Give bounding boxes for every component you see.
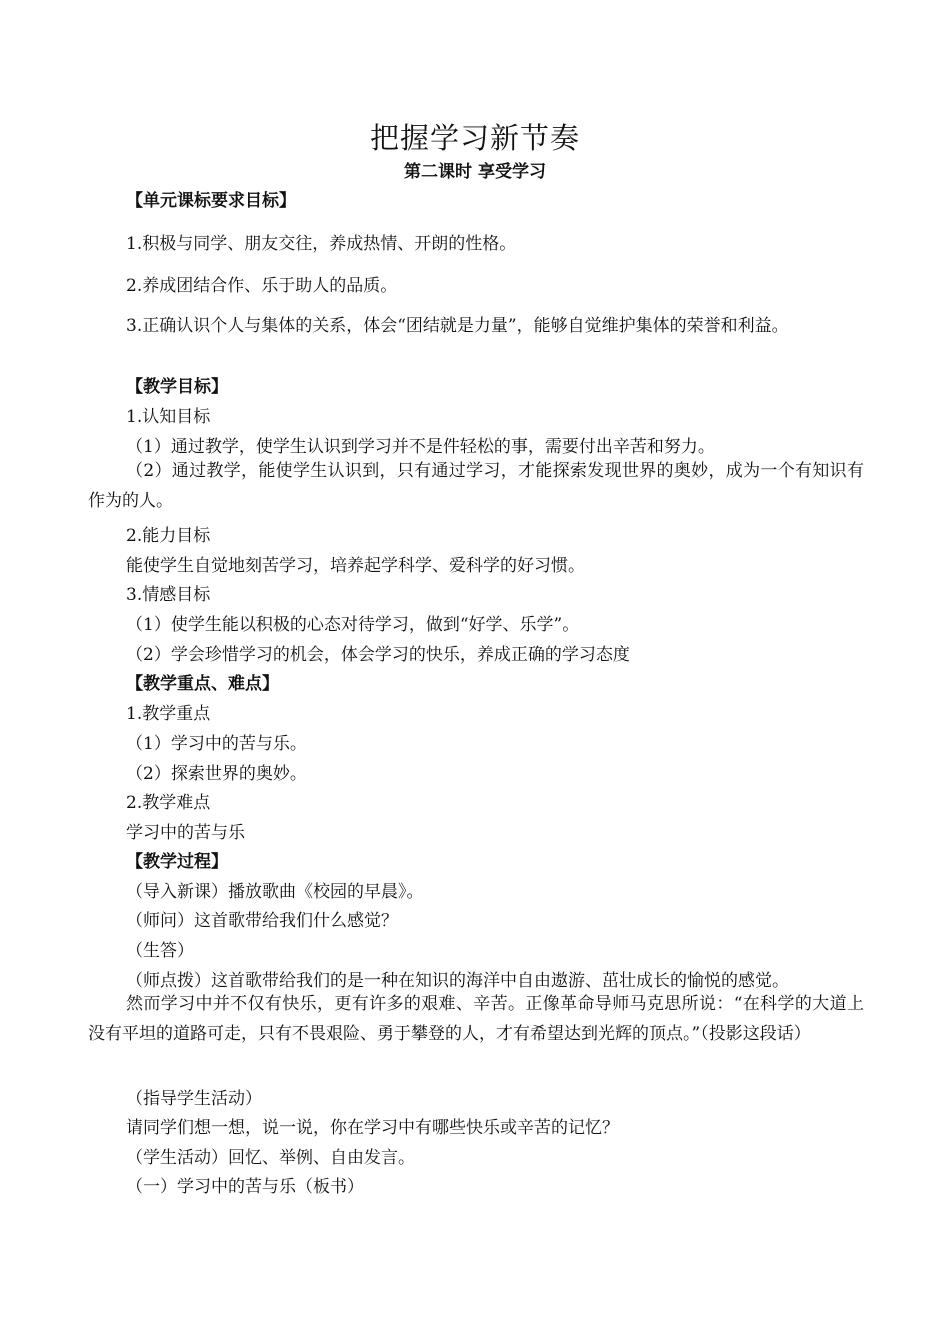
ability-goal-title: 2.能力目标 <box>126 526 211 546</box>
emotion-goal-item: （1）使学生能以积极的心态对待学习，做到“好学、乐学”。 <box>126 615 580 635</box>
unit-goal-item: 2.养成团结合作、乐于助人的品质。 <box>126 276 398 296</box>
focus-item: （2）探索世界的奥妙。 <box>126 764 307 784</box>
emotion-goal-item: （2）学会珍惜学习的机会，体会学习的快乐，养成正确的学习态度 <box>126 645 630 665</box>
key-points-heading: 【教学重点、难点】 <box>126 674 279 694</box>
focus-title: 1.教学重点 <box>126 704 211 724</box>
focus-item: （1）学习中的苦与乐。 <box>126 734 307 754</box>
unit-goals-heading: 【单元课标要求目标】 <box>126 191 296 211</box>
process-line: （师问）这首歌带给我们什么感觉？ <box>126 911 398 931</box>
emotion-goal-title: 3.情感目标 <box>126 585 211 605</box>
cognitive-goal-item: （1）通过教学，使学生认识到学习并不是件轻松的事，需要付出辛苦和努力。 <box>126 437 715 457</box>
document-title: 把握学习新节奏 <box>369 121 580 155</box>
cognitive-goal-title: 1.认知目标 <box>126 407 211 427</box>
process-line: （师点拨）这首歌带给我们的是一种在知识的海洋中自由遨游、茁壮成长的愉悦的感觉。 <box>126 971 789 991</box>
process-line: （学生活动）回忆、举例、自由发言。 <box>126 1148 415 1168</box>
process-line: （一）学习中的苦与乐（板书） <box>126 1177 364 1197</box>
quote-paragraph: 然而学习中并不仅有快乐，更有许多的艰难、辛苦。正像革命导师马克思所说：“在科学的大道上没有平坦的道路可走，只有不畏艰险、勇于攀登的人，才有希望达到光辉的顶点。”（投影这段话） <box>88 994 864 1044</box>
process-heading: 【教学过程】 <box>126 852 228 872</box>
cognitive-goal-item: （2）通过教学，能使学生认识到，只有通过学习，才能探索发现世界的奥妙，成为一个有知识有作为的人。 <box>88 461 864 511</box>
process-line: （生答） <box>126 941 194 961</box>
document-subtitle: 第二课时 享受学习 <box>404 162 546 182</box>
process-line: 请同学们想一想，说一说，你在学习中有哪些快乐或辛苦的记忆？ <box>126 1118 619 1138</box>
unit-goal-item: 3.正确认识个人与集体的关系，体会“团结就是力量”，能够自觉维护集体的荣誉和利益。 <box>126 316 789 336</box>
difficulty-text: 学习中的苦与乐 <box>126 823 245 843</box>
difficulty-title: 2.教学难点 <box>126 793 211 813</box>
process-line: （指导学生活动） <box>126 1089 262 1109</box>
process-line: （导入新课）播放歌曲《校园的早晨》。 <box>126 882 424 902</box>
unit-goal-item: 1.积极与同学、朋友交往，养成热情、开朗的性格。 <box>126 234 517 254</box>
teaching-goals-heading: 【教学目标】 <box>126 377 228 397</box>
ability-goal-text: 能使学生自觉地刻苦学习，培养起学科学、爱科学的好习惯。 <box>126 556 585 576</box>
